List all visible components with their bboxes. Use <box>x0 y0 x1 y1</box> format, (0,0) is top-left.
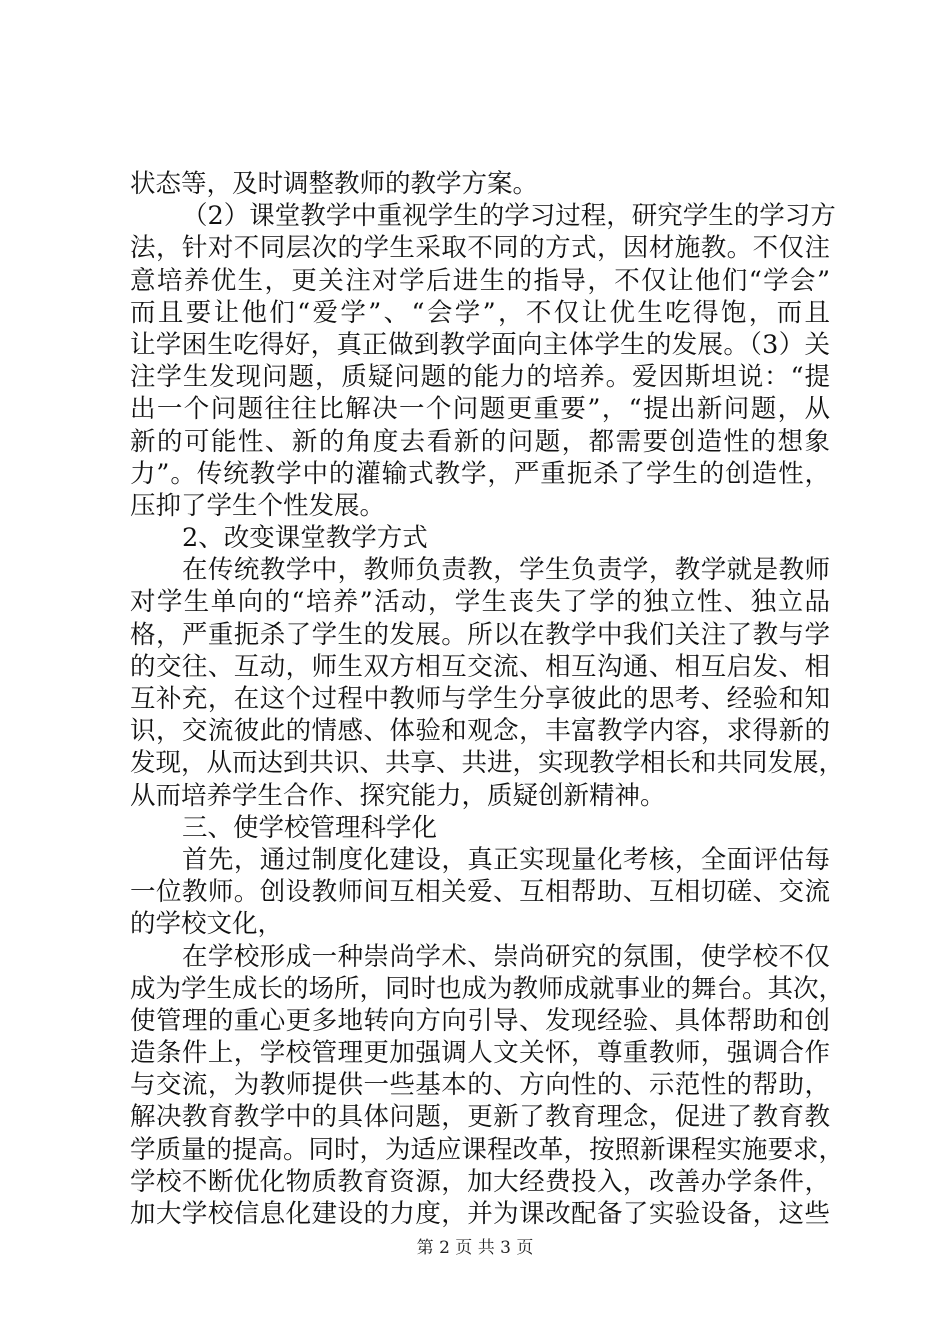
text-line: 出一个问题往往比解决一个问题更重要”，“提出新问题，从 <box>130 394 830 425</box>
text-line: 学质量的提高。同时，为适应课程改革，按照新课程实施要求， <box>130 1134 845 1165</box>
text-line: 力”。传统教学中的灌输式教学，严重扼杀了学生的创造性， <box>130 458 830 489</box>
text-line: （2）课堂教学中重视学生的学习过程，研究学生的学习方 <box>182 201 836 232</box>
text-line: 的交往、互动，师生双方相互交流、相互沟通、相互启发、相 <box>130 651 830 682</box>
text-line: 对学生单向的“培养”活动，学生丧失了学的独立性、独立品 <box>130 587 830 618</box>
text-line: 注学生发现问题，质疑问题的能力的培养。爱因斯坦说：“提 <box>130 362 830 393</box>
page-number-footer: 第 2 页 共 3 页 <box>416 1238 534 1258</box>
text-line: 在学校形成一种崇尚学术、崇尚研究的氛围，使学校不仅 <box>182 941 830 972</box>
text-line: 的学校文化， <box>130 909 284 940</box>
text-line: 法，针对不同层次的学生采取不同的方式，因材施教。不仅注 <box>130 233 830 264</box>
text-line: 压抑了学生个性发展。 <box>130 490 386 521</box>
text-line: 新的可能性、新的角度去看新的问题，都需要创造性的想象 <box>130 426 830 457</box>
text-line: 造条件上，学校管理更加强调人文关怀，尊重教师，强调合作 <box>130 1038 830 1069</box>
text-line: 与交流，为教师提供一些基本的、方向性的、示范性的帮助， <box>130 1070 830 1101</box>
text-line: 一位教师。创设教师间互相关爱、互相帮助、互相切磋、交流 <box>130 877 830 908</box>
text-line: 学校不断优化物质教育资源，加大经费投入，改善办学条件， <box>130 1166 830 1197</box>
text-line: 首先，通过制度化建设，真正实现量化考核，全面评估每 <box>182 844 830 875</box>
text-line: 在传统教学中，教师负责教，学生负责学，教学就是教师 <box>182 555 830 586</box>
text-line: 状态等，及时调整教师的教学方案。 <box>130 169 539 199</box>
text-line: 从而培养学生合作、探究能力，质疑创新精神。 <box>130 780 666 811</box>
text-line: 而且要让他们“爱学”、“会学”，不仅让优生吃得饱，而且 <box>130 297 830 328</box>
text-line: 2、改变课堂教学方式 <box>182 523 428 554</box>
document-body <box>130 168 845 1230</box>
text-line: 互补充，在这个过程中教师与学生分享彼此的思考、经验和知 <box>130 684 830 714</box>
text-line: 意培养优生，更关注对学后进生的指导，不仅让他们“学会” <box>130 265 830 296</box>
text-line: 成为学生成长的场所，同时也成为教师成就事业的舞台。其次， <box>130 973 845 1004</box>
text-line: 使管理的重心更多地转向方向引导、发现经验、具体帮助和创 <box>130 1005 830 1036</box>
text-line: 发现，从而达到共识、共享、共进，实现教学相长和共同发展， <box>130 748 845 779</box>
text-line: 三、使学校管理科学化 <box>182 812 438 843</box>
text-line: 格，严重扼杀了学生的发展。所以在教学中我们关注了教与学 <box>130 619 830 650</box>
text-line: 让学困生吃得好，真正做到教学面向主体学生的发展。（3）关 <box>130 329 830 360</box>
text-line: 加大学校信息化建设的力度，并为课改配备了实验设备，这些 <box>130 1199 830 1229</box>
text-line: 识，交流彼此的情感、体验和观念，丰富教学内容，求得新的 <box>130 716 830 747</box>
text-line: 解决教育教学中的具体问题，更新了教育理念，促进了教育教 <box>130 1102 830 1133</box>
